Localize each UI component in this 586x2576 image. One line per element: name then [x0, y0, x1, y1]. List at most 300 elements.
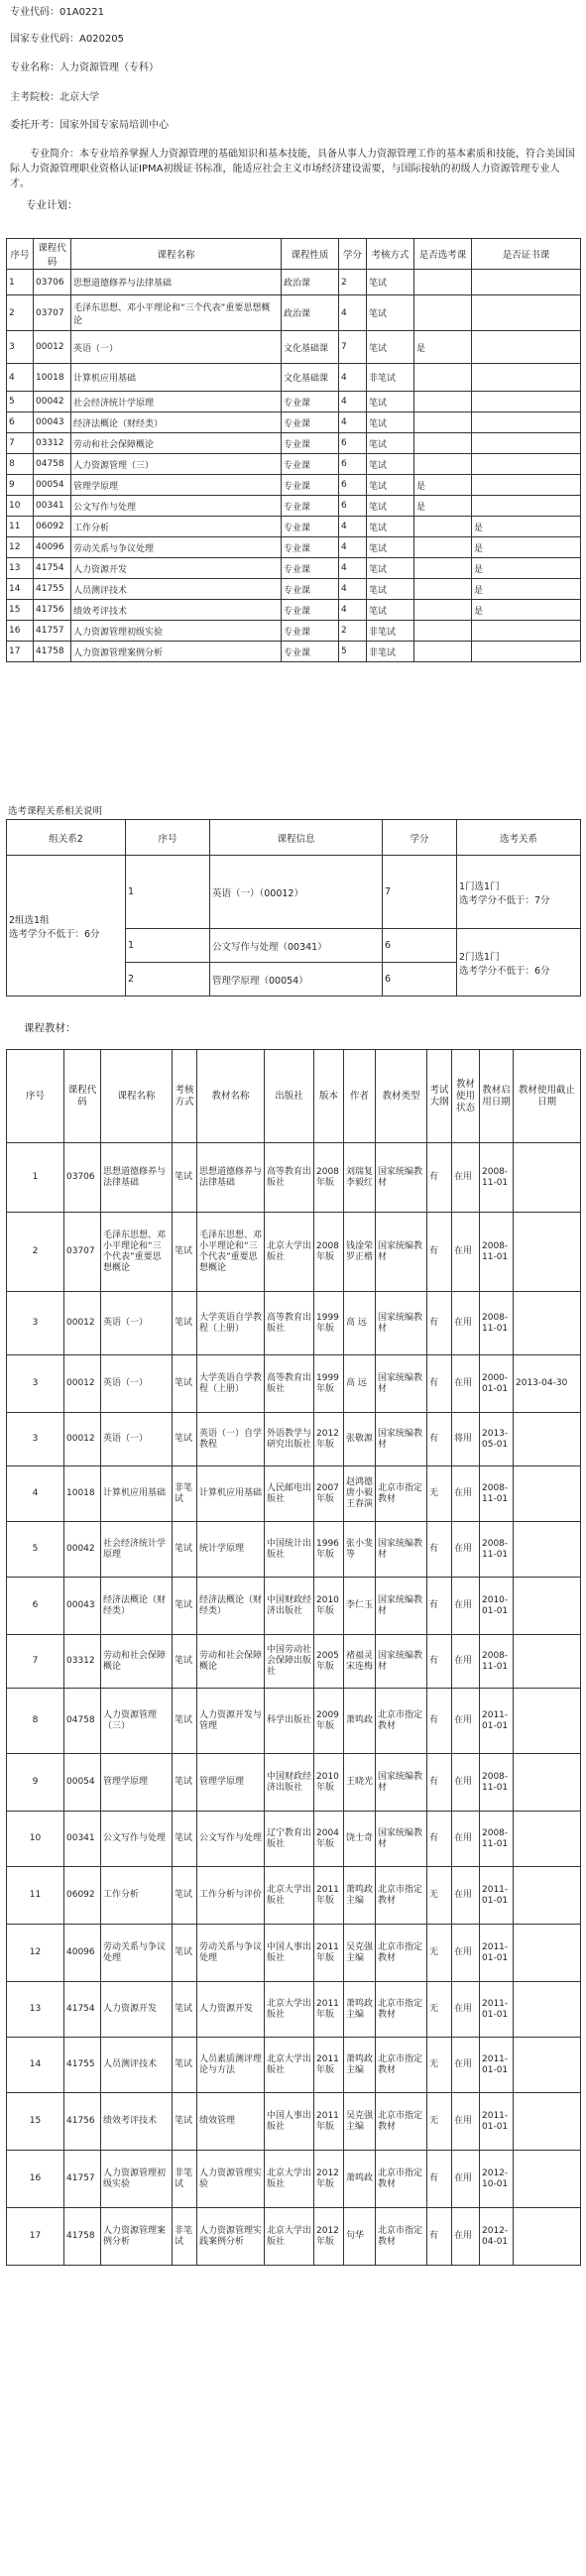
materials-header-cell: 出版社 — [265, 1050, 314, 1143]
materials-cell: 人力资源开发 — [197, 1982, 265, 2038]
materials-cell: 萧鸣政主编 — [344, 1982, 376, 2038]
materials-cell: 思想道德修养与法律基础 — [101, 1143, 173, 1213]
materials-cell: 2013-05-01 — [480, 1413, 514, 1466]
materials-cell: 00012 — [64, 1292, 101, 1355]
plan-cell: 2 — [339, 270, 367, 295]
materials-cell: 2013-04-30 — [514, 1355, 581, 1413]
plan-cell: 03707 — [34, 295, 71, 331]
materials-cell: 00042 — [64, 1522, 101, 1578]
plan-cell: 是 — [414, 475, 472, 496]
materials-header-cell: 课程代码 — [64, 1050, 101, 1143]
materials-cell: 人力资源管理案例分析 — [101, 2208, 173, 2266]
plan-cell: 劳动关系与争议处理 — [71, 537, 282, 558]
plan-cell — [414, 364, 472, 392]
plan-cell: 人力资源管理初级实验 — [71, 621, 282, 642]
materials-row — [7, 2038, 581, 2093]
materials-cell: 2000-01-01 — [480, 1355, 514, 1413]
materials-row — [7, 2151, 581, 2208]
materials-cell: 高等教育出版社 — [265, 1355, 314, 1413]
materials-cell: 2008-11-01 — [480, 1522, 514, 1578]
plan-header-cell: 课程代码 — [34, 239, 71, 270]
materials-cell: 工作分析与评价 — [197, 1867, 265, 1925]
materials-cell: 北京市指定教材 — [376, 2208, 427, 2266]
materials-cell: 中国统计出版社 — [265, 1522, 314, 1578]
materials-cell: 笔试 — [173, 1413, 197, 1466]
plan-cell — [414, 558, 472, 579]
plan-cell: 7 — [339, 331, 367, 364]
plan-table — [6, 238, 581, 662]
plan-cell: 00012 — [34, 331, 71, 364]
plan-cell: 计算机应用基础 — [71, 364, 282, 392]
relation-header-cell: 选考关系 — [457, 820, 581, 856]
materials-cell: 辽宁教育出版社 — [265, 1812, 314, 1867]
plan-cell: 非笔试 — [367, 642, 414, 662]
materials-header-cell: 教材使用状态 — [452, 1050, 480, 1143]
materials-cell: 有 — [427, 1413, 452, 1466]
materials-cell: 人力资源开发与管理 — [197, 1689, 265, 1754]
materials-cell: 2010年版 — [314, 1754, 344, 1812]
plan-cell: 专业课 — [282, 537, 339, 558]
plan-cell: 6 — [339, 433, 367, 454]
materials-cell — [514, 1754, 581, 1812]
plan-cell: 03312 — [34, 433, 71, 454]
plan-cell: 社会经济统计学原理 — [71, 392, 282, 412]
materials-cell — [514, 1522, 581, 1578]
materials-cell: 中国人事出版社 — [265, 2093, 314, 2151]
plan-cell: 10018 — [34, 364, 71, 392]
plan-cell: 00042 — [34, 392, 71, 412]
materials-cell: 13 — [7, 1982, 64, 2038]
materials-row — [7, 2208, 581, 2266]
plan-cell: 4 — [339, 600, 367, 621]
plan-row — [7, 558, 581, 579]
plan-cell: 11 — [7, 517, 34, 537]
materials-cell: 公文写作与处理 — [197, 1812, 265, 1867]
materials-row — [7, 1578, 581, 1635]
plan-cell: 41754 — [34, 558, 71, 579]
plan-cell: 专业课 — [282, 579, 339, 600]
plan-cell: 笔试 — [367, 433, 414, 454]
plan-cell: 5 — [7, 392, 34, 412]
materials-cell: 社会经济统计学原理 — [101, 1522, 173, 1578]
materials-header-cell: 课程名称 — [101, 1050, 173, 1143]
materials-header-cell: 版本 — [314, 1050, 344, 1143]
materials-row — [7, 1689, 581, 1754]
materials-cell: 2008-11-01 — [480, 1143, 514, 1213]
materials-cell: 经济法概论（财经类） — [197, 1578, 265, 1635]
materials-cell: 笔试 — [173, 2093, 197, 2151]
materials-cell: 3 — [7, 1355, 64, 1413]
plan-cell: 专业课 — [282, 496, 339, 517]
plan-row — [7, 621, 581, 642]
plan-cell: 4 — [339, 537, 367, 558]
materials-cell: 10 — [7, 1812, 64, 1867]
materials-cell: 国家统编教材 — [376, 1213, 427, 1292]
materials-cell: 有 — [427, 1689, 452, 1754]
plan-row — [7, 331, 581, 364]
materials-cell: 毛泽东思想、邓小平理论和“三个代表”重要思想概论 — [197, 1213, 265, 1292]
materials-row — [7, 1355, 581, 1413]
materials-cell: 北京市指定教材 — [376, 2151, 427, 2208]
plan-cell: 17 — [7, 642, 34, 662]
materials-cell: 无 — [427, 1925, 452, 1982]
materials-cell — [514, 2208, 581, 2266]
materials-cell: 北京市指定教材 — [376, 1925, 427, 1982]
plan-cell: 专业课 — [282, 412, 339, 433]
materials-cell: 有 — [427, 1292, 452, 1355]
plan-cell: 是 — [472, 537, 581, 558]
materials-cell: 04758 — [64, 1689, 101, 1754]
materials-cell: 在用 — [452, 1635, 480, 1689]
plan-cell — [414, 295, 472, 331]
relation-heading: 选考课程关系相关说明 — [8, 806, 103, 817]
plan-cell: 非笔试 — [367, 364, 414, 392]
relation-header-cell: 学分 — [383, 820, 457, 856]
plan-cell — [414, 537, 472, 558]
plan-cell — [472, 496, 581, 517]
materials-row — [7, 1982, 581, 2038]
materials-cell: 2008-11-01 — [480, 1292, 514, 1355]
materials-cell: 国家统编教材 — [376, 1292, 427, 1355]
plan-header-cell: 课程名称 — [71, 239, 282, 270]
materials-cell — [514, 1213, 581, 1292]
plan-row — [7, 392, 581, 412]
materials-cell: 北京市指定教材 — [376, 1867, 427, 1925]
plan-cell: 16 — [7, 621, 34, 642]
materials-cell: 03312 — [64, 1635, 101, 1689]
materials-cell — [514, 1812, 581, 1867]
materials-cell: 毛泽东思想、邓小平理论和“三个代表”重要思想概论 — [101, 1213, 173, 1292]
materials-cell: 国家统编教材 — [376, 1578, 427, 1635]
materials-cell: 笔试 — [173, 1522, 197, 1578]
materials-cell: 国家统编教材 — [376, 1355, 427, 1413]
plan-cell: 经济法概论（财经类） — [71, 412, 282, 433]
materials-cell: 萧鸣政 — [344, 2151, 376, 2208]
plan-cell — [414, 392, 472, 412]
materials-cell: 有 — [427, 1355, 452, 1413]
materials-cell: 无 — [427, 1982, 452, 2038]
plan-cell — [472, 364, 581, 392]
plan-cell: 04758 — [34, 454, 71, 475]
materials-cell: 有 — [427, 1143, 452, 1213]
materials-header-cell: 教材启用日期 — [480, 1050, 514, 1143]
materials-cell: 高等教育出版社 — [265, 1143, 314, 1213]
plan-cell: 03706 — [34, 270, 71, 295]
plan-cell: 绩效考评技术 — [71, 600, 282, 621]
materials-cell: 3 — [7, 1413, 64, 1466]
plan-cell: 劳动和社会保障概论 — [71, 433, 282, 454]
plan-cell: 政治课 — [282, 270, 339, 295]
plan-cell: 是 — [472, 579, 581, 600]
materials-cell: 笔试 — [173, 1213, 197, 1292]
materials-cell — [514, 2151, 581, 2208]
plan-cell: 英语（一） — [71, 331, 282, 364]
materials-cell: 管理学原理 — [197, 1754, 265, 1812]
materials-cell — [514, 1292, 581, 1355]
materials-cell: 有 — [427, 2151, 452, 2208]
materials-cell: 2010年版 — [314, 1578, 344, 1635]
relation-credit: 6 — [383, 963, 457, 996]
plan-cell: 笔试 — [367, 517, 414, 537]
plan-cell: 工作分析 — [71, 517, 282, 537]
materials-cell: 张小斐等 — [344, 1522, 376, 1578]
plan-cell: 笔试 — [367, 600, 414, 621]
plan-cell: 公文写作与处理 — [71, 496, 282, 517]
plan-cell: 笔试 — [367, 331, 414, 364]
plan-cell: 4 — [339, 579, 367, 600]
relation-group: 2组选1组 选考学分不低于：6分 — [7, 856, 126, 996]
materials-cell: 在用 — [452, 1812, 480, 1867]
materials-cell: 国家统编教材 — [376, 1635, 427, 1689]
materials-cell: 王晓光 — [344, 1754, 376, 1812]
relation-header-cell: 组关系2 — [7, 820, 126, 856]
relation-no: 1 — [126, 929, 210, 963]
materials-cell: 国家统编教材 — [376, 1754, 427, 1812]
plan-cell: 41758 — [34, 642, 71, 662]
materials-cell: 人力资源管理（三） — [101, 1689, 173, 1754]
plan-row — [7, 496, 581, 517]
materials-cell: 李仁玉 — [344, 1578, 376, 1635]
materials-cell: 管理学原理 — [101, 1754, 173, 1812]
materials-cell: 在用 — [452, 2093, 480, 2151]
materials-cell: 科学出版社 — [265, 1689, 314, 1754]
materials-cell: 2011-01-01 — [480, 1925, 514, 1982]
materials-cell: 在用 — [452, 2151, 480, 2208]
materials-cell — [514, 1413, 581, 1466]
materials-cell: 在用 — [452, 1982, 480, 2038]
materials-header-cell: 考核方式 — [173, 1050, 197, 1143]
commission: 委托开考：国家外国专家局培训中心 — [10, 120, 169, 131]
materials-cell: 劳动和社会保障概论 — [101, 1635, 173, 1689]
plan-cell — [472, 475, 581, 496]
materials-cell: 7 — [7, 1635, 64, 1689]
materials-cell: 国家统编教材 — [376, 1143, 427, 1213]
materials-cell: 笔试 — [173, 1689, 197, 1754]
materials-cell: 06092 — [64, 1867, 101, 1925]
materials-cell — [514, 1466, 581, 1522]
materials-cell: 2008年版 — [314, 1213, 344, 1292]
plan-row — [7, 364, 581, 392]
plan-cell — [472, 454, 581, 475]
materials-cell: 2012-10-01 — [480, 2151, 514, 2208]
materials-cell: 4 — [7, 1466, 64, 1522]
plan-cell: 4 — [339, 364, 367, 392]
plan-cell: 10 — [7, 496, 34, 517]
materials-cell — [514, 2093, 581, 2151]
materials-cell: 大学英语自学教程（上册） — [197, 1292, 265, 1355]
plan-row — [7, 600, 581, 621]
materials-cell: 3 — [7, 1292, 64, 1355]
materials-cell: 北京市指定教材 — [376, 1982, 427, 2038]
plan-row — [7, 579, 581, 600]
plan-cell: 8 — [7, 454, 34, 475]
plan-cell: 4 — [339, 412, 367, 433]
materials-cell: 北京大学出版社 — [265, 1213, 314, 1292]
materials-cell: 笔试 — [173, 1635, 197, 1689]
materials-cell — [514, 1578, 581, 1635]
plan-header-cell: 是否证书课 — [472, 239, 581, 270]
plan-cell: 6 — [339, 496, 367, 517]
materials-cell: 有 — [427, 1213, 452, 1292]
materials-cell: 在用 — [452, 1754, 480, 1812]
relation-no: 1 — [126, 856, 210, 929]
plan-cell: 人员测评技术 — [71, 579, 282, 600]
materials-cell: 北京市指定教材 — [376, 1466, 427, 1522]
materials-cell: 2012年版 — [314, 1413, 344, 1466]
materials-row — [7, 1754, 581, 1812]
materials-cell: 非笔试 — [173, 2208, 197, 2266]
plan-cell — [414, 642, 472, 662]
materials-cell: 41757 — [64, 2151, 101, 2208]
materials-cell: 工作分析 — [101, 1867, 173, 1925]
materials-cell — [514, 1925, 581, 1982]
plan-cell — [472, 295, 581, 331]
materials-row — [7, 2093, 581, 2151]
materials-cell: 15 — [7, 2093, 64, 2151]
materials-cell: 非笔试 — [173, 1466, 197, 1522]
materials-cell: 张敬源 — [344, 1413, 376, 1466]
plan-row — [7, 537, 581, 558]
plan-cell: 41756 — [34, 600, 71, 621]
plan-cell: 思想道德修养与法律基础 — [71, 270, 282, 295]
plan-cell: 2 — [7, 295, 34, 331]
materials-cell: 国家统编教材 — [376, 1413, 427, 1466]
materials-row — [7, 1292, 581, 1355]
plan-cell — [472, 621, 581, 642]
materials-cell: 高等教育出版社 — [265, 1292, 314, 1355]
materials-cell: 人力资源管理初级实验 — [101, 2151, 173, 2208]
materials-cell: 在用 — [452, 1689, 480, 1754]
plan-cell: 笔试 — [367, 558, 414, 579]
plan-cell: 毛泽东思想、邓小平理论和“三个代表”重要思想概论 — [71, 295, 282, 331]
materials-cell: 有 — [427, 2208, 452, 2266]
plan-cell: 人力资源开发 — [71, 558, 282, 579]
materials-row — [7, 1812, 581, 1867]
plan-cell — [414, 579, 472, 600]
materials-cell: 00012 — [64, 1355, 101, 1413]
materials-cell: 中国劳动社会保障出版社 — [265, 1635, 314, 1689]
materials-cell: 在用 — [452, 1292, 480, 1355]
plan-cell: 4 — [7, 364, 34, 392]
materials-cell: 2008-11-01 — [480, 1754, 514, 1812]
materials-cell: 2005年版 — [314, 1635, 344, 1689]
materials-cell: 1996年版 — [314, 1522, 344, 1578]
relation-table — [6, 819, 581, 996]
materials-cell: 高 远 — [344, 1355, 376, 1413]
materials-cell: 2010-01-01 — [480, 1578, 514, 1635]
plan-cell: 3 — [7, 331, 34, 364]
materials-row — [7, 1466, 581, 1522]
plan-cell: 4 — [339, 558, 367, 579]
materials-row — [7, 1522, 581, 1578]
relation-header-cell: 序号 — [126, 820, 210, 856]
plan-cell: 6 — [339, 475, 367, 496]
materials-header-cell: 作者 — [344, 1050, 376, 1143]
plan-row — [7, 270, 581, 295]
plan-cell — [472, 433, 581, 454]
materials-cell: 在用 — [452, 1522, 480, 1578]
plan-cell: 5 — [339, 642, 367, 662]
materials-cell: 北京大学出版社 — [265, 2208, 314, 2266]
plan-cell: 笔试 — [367, 270, 414, 295]
materials-cell: 计算机应用基础 — [101, 1466, 173, 1522]
plan-cell: 专业课 — [282, 433, 339, 454]
materials-row — [7, 1213, 581, 1292]
plan-cell: 是 — [472, 517, 581, 537]
materials-cell: 饶士奇 — [344, 1812, 376, 1867]
plan-header-cell: 考核方式 — [367, 239, 414, 270]
plan-cell: 6 — [7, 412, 34, 433]
plan-cell: 12 — [7, 537, 34, 558]
materials-cell: 计算机应用基础 — [197, 1466, 265, 1522]
plan-cell: 6 — [339, 454, 367, 475]
plan-cell: 专业课 — [282, 642, 339, 662]
school: 主考院校：北京大学 — [10, 92, 99, 103]
plan-cell: 人力资源管理案例分析 — [71, 642, 282, 662]
plan-cell: 15 — [7, 600, 34, 621]
materials-cell: 2004年版 — [314, 1812, 344, 1867]
materials-cell: 赵鸿德唐小毅王春演 — [344, 1466, 376, 1522]
materials-cell: 萧鸣政主编 — [344, 1867, 376, 1925]
materials-cell: 笔试 — [173, 1754, 197, 1812]
materials-cell: 萧鸣政主编 — [344, 2038, 376, 2093]
plan-cell: 4 — [339, 295, 367, 331]
materials-cell: 9 — [7, 1754, 64, 1812]
plan-cell: 笔试 — [367, 295, 414, 331]
plan-cell: 41757 — [34, 621, 71, 642]
materials-cell: 2007年版 — [314, 1466, 344, 1522]
materials-cell: 2011-01-01 — [480, 1867, 514, 1925]
relation-rule: 2门选1门 选考学分不低于：6分 — [457, 929, 581, 996]
materials-cell: 在用 — [452, 1925, 480, 1982]
plan-cell: 是 — [472, 558, 581, 579]
materials-cell: 有 — [427, 1754, 452, 1812]
plan-cell: 文化基础课 — [282, 364, 339, 392]
plan-row — [7, 433, 581, 454]
plan-cell — [414, 600, 472, 621]
relation-header-cell: 课程信息 — [210, 820, 383, 856]
materials-cell: 41755 — [64, 2038, 101, 2093]
national-code: 国家专业代码：A020205 — [10, 34, 125, 45]
materials-cell: 笔试 — [173, 1982, 197, 2038]
materials-row — [7, 1635, 581, 1689]
plan-header-cell: 课程性质 — [282, 239, 339, 270]
plan-cell: 1 — [7, 270, 34, 295]
materials-cell: 2 — [7, 1213, 64, 1292]
materials-cell: 英语（一） — [101, 1355, 173, 1413]
materials-cell: 经济法概论（财经类） — [101, 1578, 173, 1635]
materials-cell: 03707 — [64, 1213, 101, 1292]
materials-cell: 2011-01-01 — [480, 2093, 514, 2151]
materials-cell: 在用 — [452, 1578, 480, 1635]
materials-cell: 40096 — [64, 1925, 101, 1982]
materials-heading: 课程教材： — [24, 1022, 76, 1034]
materials-cell: 1 — [7, 1143, 64, 1213]
plan-header-cell: 是否选考课 — [414, 239, 472, 270]
plan-header-cell: 学分 — [339, 239, 367, 270]
materials-row — [7, 1413, 581, 1466]
materials-cell: 大学英语自学教程（上册） — [197, 1355, 265, 1413]
plan-cell: 专业课 — [282, 558, 339, 579]
materials-cell: 有 — [427, 1578, 452, 1635]
plan-cell: 文化基础课 — [282, 331, 339, 364]
materials-cell: 人力资源开发 — [101, 1982, 173, 2038]
materials-cell: 笔试 — [173, 2038, 197, 2093]
materials-cell: 12 — [7, 1925, 64, 1982]
materials-cell: 2008-11-01 — [480, 1635, 514, 1689]
materials-cell: 劳动关系与争议处理 — [197, 1925, 265, 1982]
materials-cell: 思想道德修养与法律基础 — [197, 1143, 265, 1213]
